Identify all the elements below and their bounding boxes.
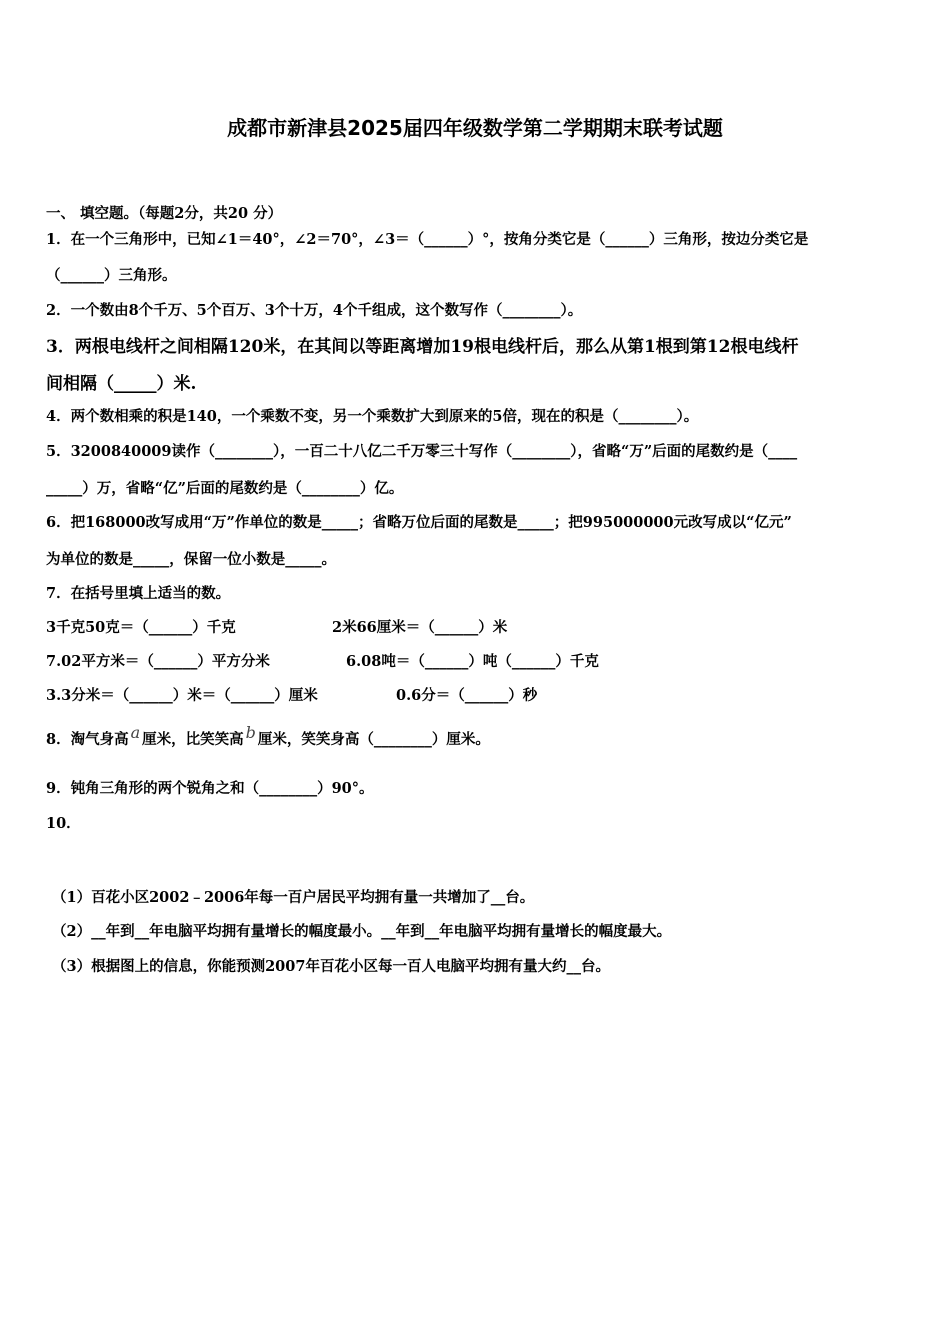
q10-sub2: （2）__年到__年电脑平均拥有量增长的幅度最小。__年到__年电脑平均拥有量增长的幅度最大。 [52,923,672,940]
q7-row3 [46,684,537,705]
section-header: 一、 填空题。（每题2分，共20 分） [46,205,283,222]
q3-line1: 3．两根电线杆之间相隔120米，在其间以等距离增加19根电线杆后，那么从第1根到第12根电线杆 [46,337,799,357]
q7-item: 7.02平方米＝（______）平方分米 [46,653,270,670]
q8-part1: 8．淘气身高 [46,731,129,748]
q10-sub1: （1）百花小区2002﹣2006年每一百户居民平均拥有量一共增加了__台。 [52,889,535,906]
q7-item: 3千克50克＝（______）千克 [46,619,236,636]
q5-line2: _____）万，省略“亿”后面的尾数约是（________）亿。 [46,480,404,497]
q1-line2: （______）三角形。 [46,267,177,284]
q6-line2: 为单位的数是_____，保留一位小数是_____。 [46,551,336,568]
q3-line2: 间相隔（_____）米. [46,374,197,394]
q7-stem: 7．在括号里填上适当的数。 [46,585,231,602]
q8-part2: 厘米，比笑笑高 [142,731,244,748]
variable-b: b [245,723,256,742]
q6-line1: 6．把168000改写成用“万”作单位的数是_____；省略万位后面的尾数是_____；把995000000元改写成以“亿元” [46,514,792,531]
q7-item: 6.08吨＝（______）吨（______）千克 [346,653,599,670]
q7-row1 [46,616,507,637]
q10-number: 10． [46,815,81,832]
q7-item: 2米66厘米＝（______）米 [332,619,508,636]
q7-item: 3.3分米＝（______）米＝（______）厘米 [46,687,318,704]
q8-part3: 厘米，笑笑身高（________）厘米。 [257,731,490,748]
q8 [46,723,490,749]
q7-row2 [46,650,599,671]
q7-item: 0.6分＝（______）秒 [396,687,538,704]
exam-title: 成都市新津县2025届四年级数学第二学期期末联考试题 [227,116,723,140]
q2: 2．一个数由8个千万、5个百万、3个十万，4个千组成，这个数写作（________）。 [46,302,583,319]
q1-line1: 1．在一个三角形中，已知∠1＝40°，∠2＝70°，∠3＝（______）°，按角分类它是（______）三角形，按边分类它是 [46,231,809,248]
q5-line1: 5．3200840009读作（________），一百二十八亿二千万零三十写作（________），省略“万”后面的尾数约是（____ [46,443,798,460]
q4: 4．两个数相乘的积是140，一个乘数不变，另一个乘数扩大到原来的5倍，现在的积是（________）。 [46,408,699,425]
q10-sub3: （3）根据图上的信息，你能预测2007年百花小区每一百人电脑平均拥有量大约__台。 [52,958,610,975]
variable-a: a [130,723,141,742]
q9: 9．钝角三角形的两个锐角之和（________）90°。 [46,780,374,797]
